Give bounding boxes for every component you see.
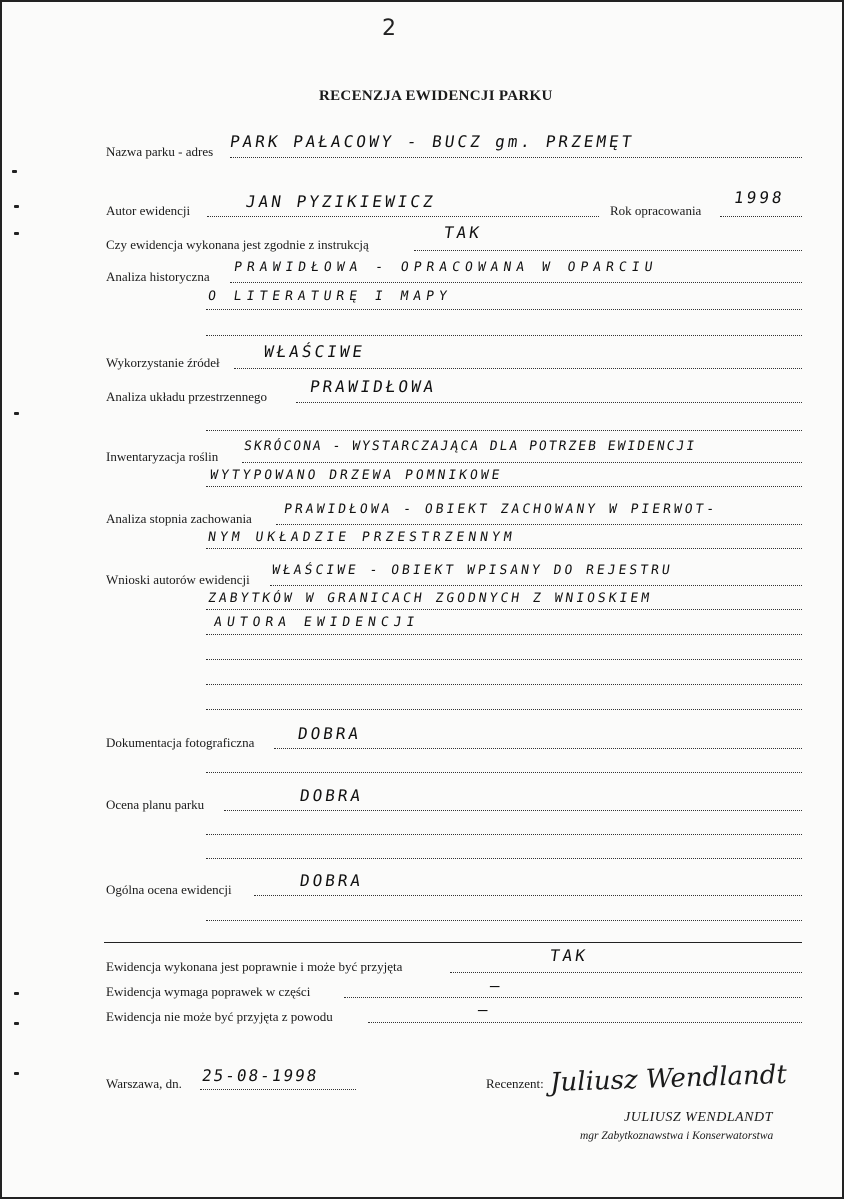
dotted-line	[368, 1022, 802, 1023]
corrections-value: —	[488, 976, 504, 995]
plan-rating-value: DOBRA	[298, 786, 365, 805]
reviewer-stamp-name: JULIUSZ WENDLANDT	[624, 1110, 773, 1125]
dotted-line	[206, 709, 802, 710]
rejected-label: Ewidencja nie może być przyjęta z powodu	[106, 1009, 333, 1024]
conclusions-label: Wnioski autorów ewidencji	[106, 572, 250, 587]
binder-mark	[12, 170, 17, 173]
year-value: 1998	[732, 188, 786, 207]
year-label: Rok opracowania	[610, 203, 702, 218]
dotted-line	[206, 609, 802, 610]
inventory-value-line2: WYTYPOWANO DRZEWA POMNIKOWE	[208, 468, 504, 483]
dotted-line	[450, 972, 802, 973]
binder-mark	[14, 1072, 19, 1075]
overall-rating-label: Ogólna ocena ewidencji	[106, 882, 232, 897]
dotted-line	[206, 659, 802, 660]
compliance-label: Czy ewidencja wykonana jest zgodnie z instrukcją	[106, 237, 369, 252]
dotted-line	[230, 282, 802, 283]
historical-value-line1: PRAWIDŁOWA - OPRACOWANA W OPARCIU	[232, 260, 659, 275]
dotted-line	[270, 585, 802, 586]
dotted-line	[206, 309, 802, 310]
layout-analysis-value: PRAWIDŁOWA	[308, 377, 438, 396]
layout-analysis-label: Analiza układu przestrzennego	[106, 389, 267, 404]
binder-mark	[14, 1022, 19, 1025]
historical-label: Analiza historyczna	[106, 269, 210, 284]
dotted-line	[414, 250, 802, 251]
binder-mark	[14, 412, 19, 415]
photo-doc-label: Dokumentacja fotograficzna	[106, 735, 255, 750]
author-value: JAN PYZIKIEWICZ	[244, 192, 437, 211]
accepted-label: Ewidencja wykonana jest poprawnie i może być przyjęta	[106, 959, 403, 974]
dotted-line	[206, 858, 802, 859]
dotted-line	[206, 430, 802, 431]
historical-value-line2: O LITERATURĘ I MAPY	[206, 289, 453, 304]
accepted-value: TAK	[548, 946, 590, 965]
dotted-line	[207, 216, 599, 217]
conclusions-value-line3: AUTORA EWIDENCJI	[212, 615, 421, 630]
binder-mark	[14, 205, 19, 208]
dotted-line	[206, 634, 802, 635]
preservation-value-line1: PRAWIDŁOWA - OBIEKT ZACHOWANY W PIERWOT-	[282, 502, 719, 517]
photo-doc-value: DOBRA	[296, 724, 363, 743]
reviewer-label: Recenzent:	[486, 1076, 544, 1091]
binder-mark	[14, 992, 19, 995]
compliance-value: TAK	[442, 223, 484, 242]
dotted-line	[206, 920, 802, 921]
rejected-value: —	[476, 1000, 492, 1019]
inventory-label: Inwentaryzacja roślin	[106, 449, 219, 464]
dotted-line	[344, 997, 802, 998]
sources-label: Wykorzystanie źródeł	[106, 355, 220, 370]
binder-mark	[14, 232, 19, 235]
dotted-line	[230, 157, 802, 158]
dotted-line	[224, 810, 802, 811]
reviewer-stamp-title: mgr Zabytkoznawstwa i Konserwatorstwa	[580, 1130, 774, 1142]
preservation-value-line2: NYM UKŁADZIE PRZESTRZENNYM	[206, 530, 517, 545]
place-label: Warszawa, dn.	[106, 1076, 182, 1091]
park-name-value: PARK PAŁACOWY - BUCZ gm. PRZEMĘT	[228, 132, 636, 151]
reviewer-signature: Juliusz Wendlandt	[549, 1059, 788, 1099]
dotted-line	[234, 368, 802, 369]
dotted-line	[242, 462, 802, 463]
dotted-line	[206, 486, 802, 487]
preservation-label: Analiza stopnia zachowania	[106, 511, 252, 526]
dotted-line	[200, 1089, 356, 1090]
dotted-line	[206, 772, 802, 773]
conclusions-value-line2: ZABYTKÓW W GRANICACH ZGODNYCH Z WNIOSKIEM	[206, 591, 653, 606]
form-title: RECENZJA EWIDENCJI PARKU	[319, 88, 553, 104]
dotted-line	[206, 335, 802, 336]
dotted-line	[276, 524, 802, 525]
plan-rating-label: Ocena planu parku	[106, 797, 205, 812]
dotted-line	[274, 748, 802, 749]
park-name-label: Nazwa parku - adres	[106, 144, 214, 159]
date-value: 25-08-1998	[200, 1066, 320, 1085]
overall-rating-value: DOBRA	[298, 871, 365, 890]
page-number: 2	[382, 16, 396, 41]
author-label: Autor ewidencji	[106, 203, 191, 218]
sources-value: WŁAŚCIWE	[262, 342, 367, 361]
dotted-line	[296, 402, 802, 403]
conclusions-value-line1: WŁAŚCIWE - OBIEKT WPISANY DO REJESTRU	[270, 563, 674, 578]
dotted-line	[254, 895, 802, 896]
dotted-line	[206, 834, 802, 835]
dotted-line	[206, 684, 802, 685]
corrections-label: Ewidencja wymaga poprawek w części	[106, 984, 311, 999]
section-divider	[104, 942, 802, 943]
dotted-line	[206, 548, 802, 549]
dotted-line	[720, 216, 802, 217]
inventory-value-line1: SKRÓCONA - WYSTARCZAJĄCA DLA POTRZEB EWIDENCJI	[242, 439, 698, 454]
